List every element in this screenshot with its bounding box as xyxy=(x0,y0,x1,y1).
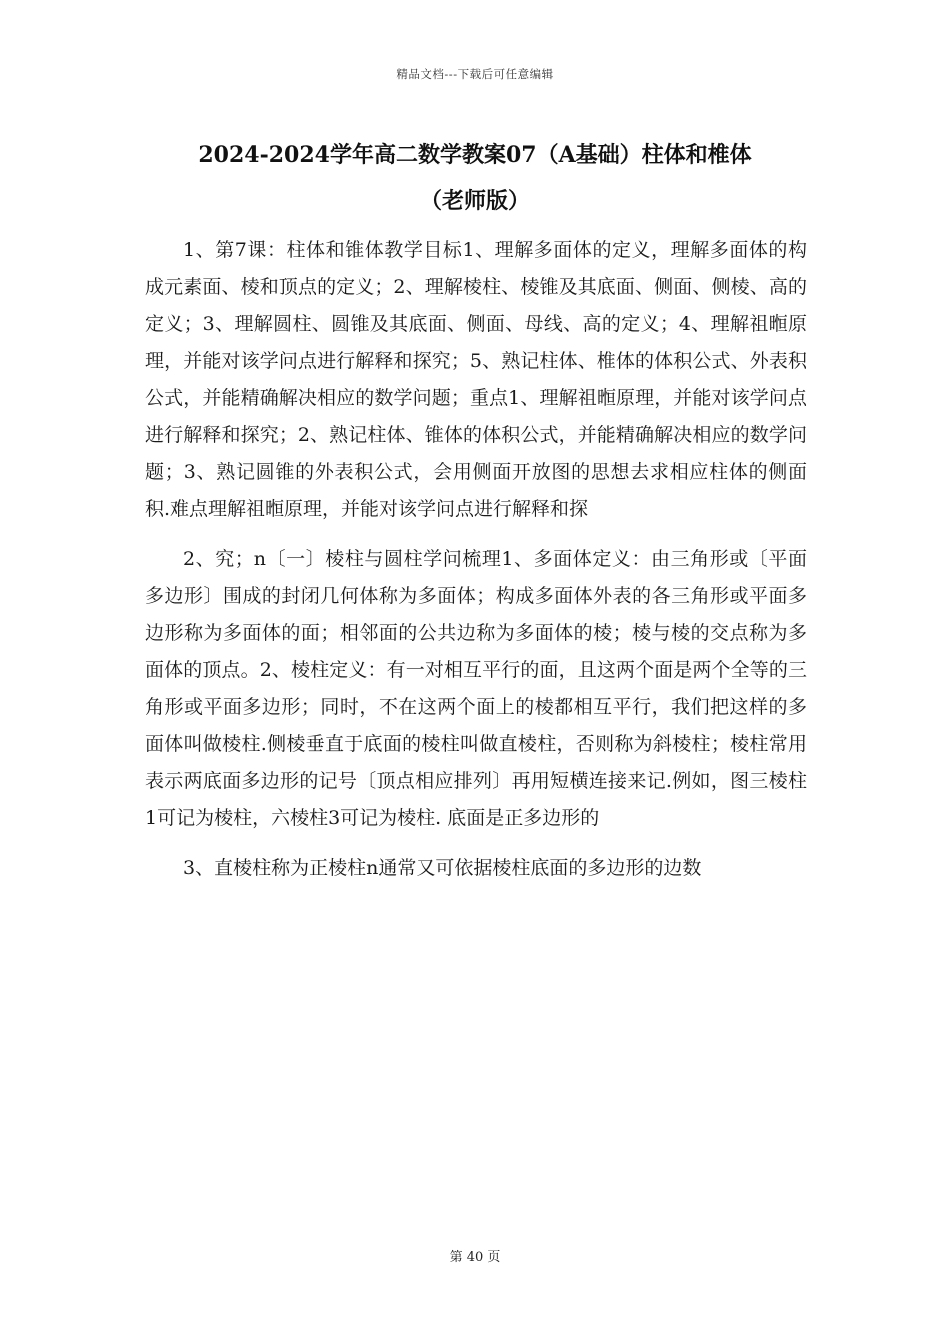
page-number: 第 40 页 xyxy=(449,1250,501,1265)
page-header: 精品文档---下载后可任意编辑 xyxy=(396,67,554,81)
document-title xyxy=(120,132,830,224)
paragraph-1: 1、第7课：柱体和锥体教学目标1、理解多面体的定义，理解多面体的构成元素面、棱和顶点的定义；2、理解棱柱、棱锥及其底面、侧面、侧棱、高的定义；3、理解圆柱、圆锥及其底面、侧面、母线、高的定义；4、理解祖暅原理，并能对该学问点进行解释和探究；5、熟记柱体、椎体的体积公式、外表积公式，并能精确解决相应的数学问题；重点1、理解祖暅原理，并能对该学问点进行解释和探究；2、熟记柱体、锥体的体积公式，并能精确解决相应的数学问题；3、熟记圆锥的外表积公式，会用侧面开放图的思想去求相应柱体的侧面积.难点理解祖暅原理，并能对该学问点进行解释和探 xyxy=(145,239,807,520)
document-title-line-2: （老师版） xyxy=(419,188,530,214)
paragraph-2: 2、究；n〔一〕棱柱与圆柱学问梳理1、多面体定义：由三角形或〔平面多边形〕围成的封闭几何体称为多面体；构成多面体外表的各三角形或平面多边形称为多面体的面；相邻面的公共边称为多面体的棱；棱与棱的交点称为多面体的顶点。2、棱柱定义：有一对相互平行的面，且这两个面是两个全等的三角形或平面多边形；同时，不在这两个面上的棱都相互平行，我们把这样的多面体叫做棱柱.侧棱垂直于底面的棱柱叫做直棱柱，否则称为斜棱柱；棱柱常用表示两底面多边形的记号〔顶点相应排列〕再用短横连接来记.例如，图三棱柱1可记为棱柱，六棱柱3可记为棱柱. 底面是正多边形的 xyxy=(145,548,807,829)
document-title-line-1: 2024-2024学年高二数学教案07（A基础）柱体和椎体 xyxy=(198,142,752,168)
paragraph-3: 3、直棱柱称为正棱柱n通常又可依据棱柱底面的多边形的边数 xyxy=(183,857,702,879)
document-body xyxy=(145,232,807,900)
